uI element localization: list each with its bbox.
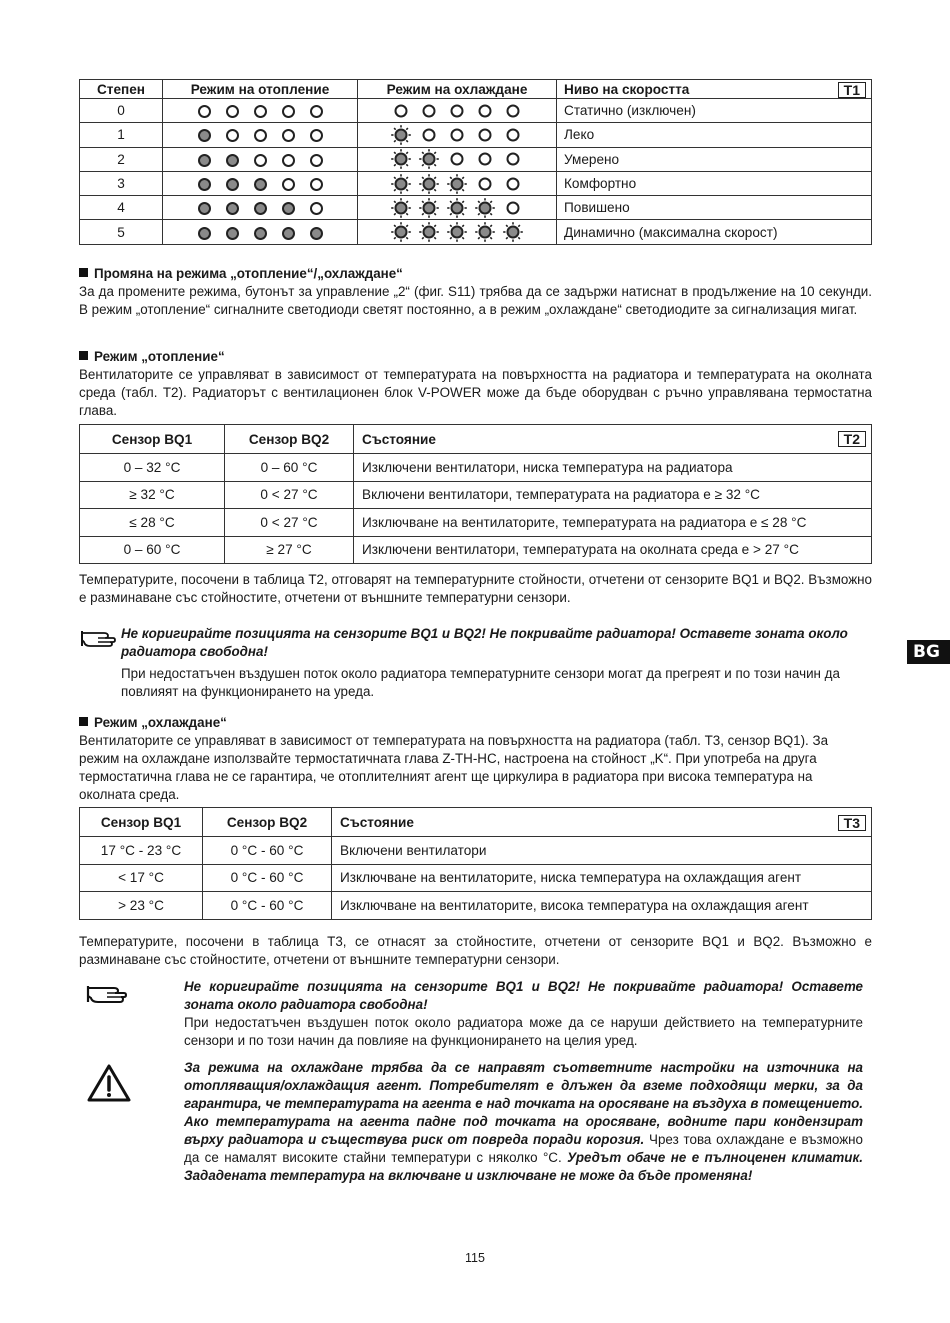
- led-indicator-icon: [254, 129, 267, 142]
- col-header-bq1: Сензор BQ1: [80, 808, 203, 837]
- led-indicator-icon: [282, 202, 295, 215]
- blinking-led-icon: [387, 151, 415, 166]
- led-indicator-icon: [415, 102, 443, 117]
- blinking-led-icon: [387, 199, 415, 214]
- step-cell: 0: [80, 99, 163, 123]
- led-indicator-icon: [499, 199, 527, 214]
- led-indicator-icon: [443, 151, 471, 166]
- led-indicator-icon: [443, 102, 471, 117]
- notice-1: [121, 625, 872, 701]
- warning-bold-2: Уредът обаче не е пълноценен климатик. Зададената температура на включване и изключване не може да бъде променяна!: [184, 1150, 863, 1183]
- col-header-level: [557, 80, 872, 99]
- blinking-led-icon: [415, 151, 443, 166]
- bq2-cell: 0 < 27 °C: [225, 509, 354, 537]
- col-header-heating: Режим на отопление: [163, 80, 358, 99]
- bq2-cell: 0 < 27 °C: [225, 481, 354, 509]
- led-indicator-icon: [198, 105, 211, 118]
- led-indicator-icon: [226, 105, 239, 118]
- warning-text: [184, 1059, 863, 1185]
- paragraph: Вентилаторите се управляват в зависимост от температурата на повърхността на радиатора (табл. T3, сензор BQ1). За режим на охлаждане използвайте термостатичната глава Z-TH-HC, настроена на стойност „K“. При употреба на друга термостатична глава не се гарантира, че отоплителният агент ще циркулира в радиатора при висока температура на околната среда.: [79, 733, 829, 802]
- bq2-cell: 0 °C - 60 °C: [203, 892, 332, 920]
- bq2-cell: 0 °C - 60 °C: [203, 837, 332, 865]
- led-indicator-icon: [310, 202, 323, 215]
- led-indicator-icon: [198, 129, 211, 142]
- led-indicator-icon: [310, 227, 323, 240]
- state-cell: Включени вентилатори: [332, 837, 872, 865]
- level-cell: Статично (изключен): [557, 99, 872, 123]
- heating-led-cell: [163, 196, 358, 220]
- pointing-hand-icon: [80, 627, 116, 652]
- led-indicator-icon: [282, 129, 295, 142]
- heating-led-cell: [163, 171, 358, 195]
- blinking-led-icon: [387, 224, 415, 239]
- heating-led-cell: [163, 147, 358, 171]
- page-number: 115: [465, 1251, 485, 1265]
- led-indicator-icon: [254, 154, 267, 167]
- step-cell: 4: [80, 196, 163, 220]
- bq1-cell: > 23 °C: [80, 892, 203, 920]
- heating-led-cell: [163, 99, 358, 123]
- led-indicator-icon: [198, 154, 211, 167]
- led-indicator-icon: [282, 154, 295, 167]
- level-cell: Повишено: [557, 196, 872, 220]
- notice-bold: Не коригирайте позицията на сензорите BQ1 и BQ2! Не покривайте радиатора! Оставете зоната около радиатора свободна!: [184, 979, 863, 1012]
- table-tag-t3: T3: [838, 815, 866, 831]
- level-cell: Умерено: [557, 147, 872, 171]
- led-indicator-icon: [310, 129, 323, 142]
- bq1-cell: 17 °C - 23 °C: [80, 837, 203, 865]
- led-indicator-icon: [310, 178, 323, 191]
- note-t3: [79, 933, 872, 969]
- section-cooling: [79, 714, 872, 804]
- notice-text: При недостатъчен въздушен поток около радиатора температурните сензори могат да прегреят и по този начин да повлияят на функционирането на уреда.: [121, 666, 840, 699]
- section-heading: [79, 265, 872, 283]
- led-indicator-icon: [499, 127, 527, 142]
- led-indicator-icon: [282, 105, 295, 118]
- blinking-led-icon: [415, 175, 443, 190]
- table-row: [80, 481, 872, 509]
- led-indicator-icon: [254, 178, 267, 191]
- bq1-cell: ≥ 32 °C: [80, 481, 225, 509]
- state-cell: Изключени вентилатори, температурата на околната среда е > 27 °C: [354, 536, 872, 564]
- bq2-cell: 0 °C - 60 °C: [203, 864, 332, 892]
- led-indicator-icon: [254, 227, 267, 240]
- state-cell: Изключени вентилатори, ниска температура на радиатора: [354, 454, 872, 482]
- cooling-led-cell: [358, 147, 557, 171]
- section-mode-change: [79, 265, 872, 319]
- state-header-text: Състояние: [362, 431, 436, 447]
- col-header-state: [332, 808, 872, 837]
- state-cell: Изключване на вентилаторите, температурата на радиатора е ≤ 28 °C: [354, 509, 872, 537]
- led-indicator-icon: [471, 151, 499, 166]
- paragraph: За да промените режима, бутонът за управление „2“ (фиг. S11) трябва да се задържи натиснат в продължение на 10 секунди. В режим „отопление“ сигналните светодиоди светят постоянно, а в режим „охлаждане“ светодиодите за сигнализация мигат.: [79, 284, 872, 317]
- led-indicator-icon: [499, 175, 527, 190]
- led-indicator-icon: [226, 178, 239, 191]
- level-header-text: Ниво на скоростта: [564, 81, 690, 97]
- heating-sensor-table: [79, 424, 872, 564]
- step-cell: 5: [80, 220, 163, 244]
- pointing-hand-icon: [86, 981, 128, 1008]
- led-indicator-icon: [310, 154, 323, 167]
- led-indicator-icon: [443, 127, 471, 142]
- table-row: [80, 147, 872, 171]
- state-cell: Включени вентилатори, температурата на радиатора е ≥ 32 °C: [354, 481, 872, 509]
- heading-text: Режим „охлаждане“: [94, 715, 227, 730]
- col-header-cooling: Режим на охлаждане: [358, 80, 557, 99]
- cooling-led-cell: [358, 171, 557, 195]
- notice-text: При недостатъчен въздушен поток около радиатора може да се наруши действието на температурните сензори и по този начин да повлияе на функционирането на целия уред.: [184, 1015, 863, 1048]
- table-row: [80, 123, 872, 147]
- warning-triangle-icon: [86, 1063, 132, 1106]
- blinking-led-icon: [415, 199, 443, 214]
- section-heating: [79, 348, 872, 420]
- cooling-led-cell: [358, 196, 557, 220]
- step-cell: 3: [80, 171, 163, 195]
- led-indicator-icon: [415, 127, 443, 142]
- note-t2: [79, 571, 872, 607]
- led-indicator-icon: [387, 102, 415, 117]
- table-row: [80, 536, 872, 564]
- bullet-square-icon: [79, 351, 88, 360]
- led-indicator-icon: [254, 202, 267, 215]
- bq1-cell: ≤ 28 °C: [80, 509, 225, 537]
- table-row: [80, 837, 872, 865]
- warning-normal: Чрез това охлаждане е възможно да се намалят високите стайни температури с няколко °C.: [184, 1132, 863, 1165]
- blinking-led-icon: [387, 175, 415, 190]
- led-indicator-icon: [198, 227, 211, 240]
- state-header-text: Състояние: [340, 814, 414, 830]
- table-tag-t2: T2: [838, 431, 866, 447]
- table-row: [80, 864, 872, 892]
- led-indicator-icon: [471, 127, 499, 142]
- led-indicator-icon: [282, 227, 295, 240]
- blinking-led-icon: [443, 175, 471, 190]
- table-row: [80, 220, 872, 244]
- warning-bold-1: За режима на охлаждане трябва да се направят съответните настройки на източника на отопляващия/охлаждащия агент. Потребителят е длъжен да вземе подходящи мерки, за да гарантира, че температурата на агента е над точката на оросяване на въздуха в помещението. Ако температурата на агента падне под точката на оросяване, водните пари кондензират върху радиатора и съществува риск от повреда поради корозия.: [184, 1060, 863, 1147]
- bq1-cell: < 17 °C: [80, 864, 203, 892]
- col-header-state: [354, 425, 872, 454]
- heading-text: Режим „отопление“: [94, 349, 225, 364]
- col-header-bq1: Сензор BQ1: [80, 425, 225, 454]
- step-cell: 2: [80, 147, 163, 171]
- section-heading: [79, 714, 872, 732]
- bq2-cell: 0 – 60 °C: [225, 454, 354, 482]
- section-heading: [79, 348, 872, 366]
- bq1-cell: 0 – 60 °C: [80, 536, 225, 564]
- led-indicator-icon: [471, 102, 499, 117]
- heading-text: Промяна на режима „отопление“/„охлаждане“: [94, 266, 403, 281]
- state-cell: Изключване на вентилаторите, ниска температура на охлаждащия агент: [332, 864, 872, 892]
- level-cell: Леко: [557, 123, 872, 147]
- led-indicator-icon: [226, 202, 239, 215]
- table-row: [80, 99, 872, 123]
- col-header-bq2: Сензор BQ2: [203, 808, 332, 837]
- led-indicator-icon: [198, 202, 211, 215]
- warning-block: [184, 1059, 863, 1185]
- fan-speed-table: [79, 79, 872, 245]
- table-tag-t1: T1: [838, 82, 866, 98]
- bullet-square-icon: [79, 268, 88, 277]
- led-indicator-icon: [471, 175, 499, 190]
- table-row: [80, 196, 872, 220]
- blinking-led-icon: [387, 127, 415, 142]
- blinking-led-icon: [443, 199, 471, 214]
- table-row: [80, 509, 872, 537]
- led-indicator-icon: [226, 129, 239, 142]
- notice-bold: Не коригирайте позицията на сензорите BQ1 и BQ2! Не покривайте радиатора! Оставете зоната около радиатора свободна!: [121, 626, 848, 659]
- blinking-led-icon: [443, 224, 471, 239]
- heating-led-cell: [163, 220, 358, 244]
- blinking-led-icon: [499, 224, 527, 239]
- blinking-led-icon: [415, 224, 443, 239]
- led-indicator-icon: [198, 178, 211, 191]
- table-row: [80, 892, 872, 920]
- cooling-led-cell: [358, 99, 557, 123]
- notice-2: [184, 978, 863, 1050]
- led-indicator-icon: [226, 154, 239, 167]
- state-cell: Изключване на вентилаторите, висока температура на охлаждащия агент: [332, 892, 872, 920]
- language-side-tab: BG: [907, 640, 950, 664]
- blinking-led-icon: [471, 224, 499, 239]
- bq1-cell: 0 – 32 °C: [80, 454, 225, 482]
- paragraph: Температурите, посочени в таблица T2, отговарят на температурните стойности, отчетени от сензорите BQ1 и BQ2. Възможно е разминаване със стойностите, отчетени от външните температурни сензори.: [79, 572, 872, 605]
- paragraph: Вентилаторите се управляват в зависимост от температурата на повърхността на радиатора и температурата на околната среда (табл. T2). Радиаторът с вентилационен блок V-POWER може да бъде оборудван с ръчно управлявана термостатна глава.: [79, 367, 872, 418]
- bullet-square-icon: [79, 717, 88, 726]
- bq2-cell: ≥ 27 °C: [225, 536, 354, 564]
- paragraph: Температурите, посочени в таблица T3, се отнасят за стойностите, отчетени от сензорите BQ1 и BQ2. Възможно е разминаване със стойностите, отчетени от външните температурни сензори.: [79, 934, 872, 967]
- cooling-sensor-table: [79, 807, 872, 920]
- heating-led-cell: [163, 123, 358, 147]
- cooling-led-cell: [358, 220, 557, 244]
- col-header-step: Степен: [80, 80, 163, 99]
- led-indicator-icon: [226, 227, 239, 240]
- led-indicator-icon: [310, 105, 323, 118]
- led-indicator-icon: [282, 178, 295, 191]
- table-row: [80, 454, 872, 482]
- blinking-led-icon: [471, 199, 499, 214]
- col-header-bq2: Сензор BQ2: [225, 425, 354, 454]
- cooling-led-cell: [358, 123, 557, 147]
- level-cell: Комфортно: [557, 171, 872, 195]
- led-indicator-icon: [499, 102, 527, 117]
- step-cell: 1: [80, 123, 163, 147]
- table-row: [80, 171, 872, 195]
- level-cell: Динамично (максимална скорост): [557, 220, 872, 244]
- led-indicator-icon: [254, 105, 267, 118]
- led-indicator-icon: [499, 151, 527, 166]
